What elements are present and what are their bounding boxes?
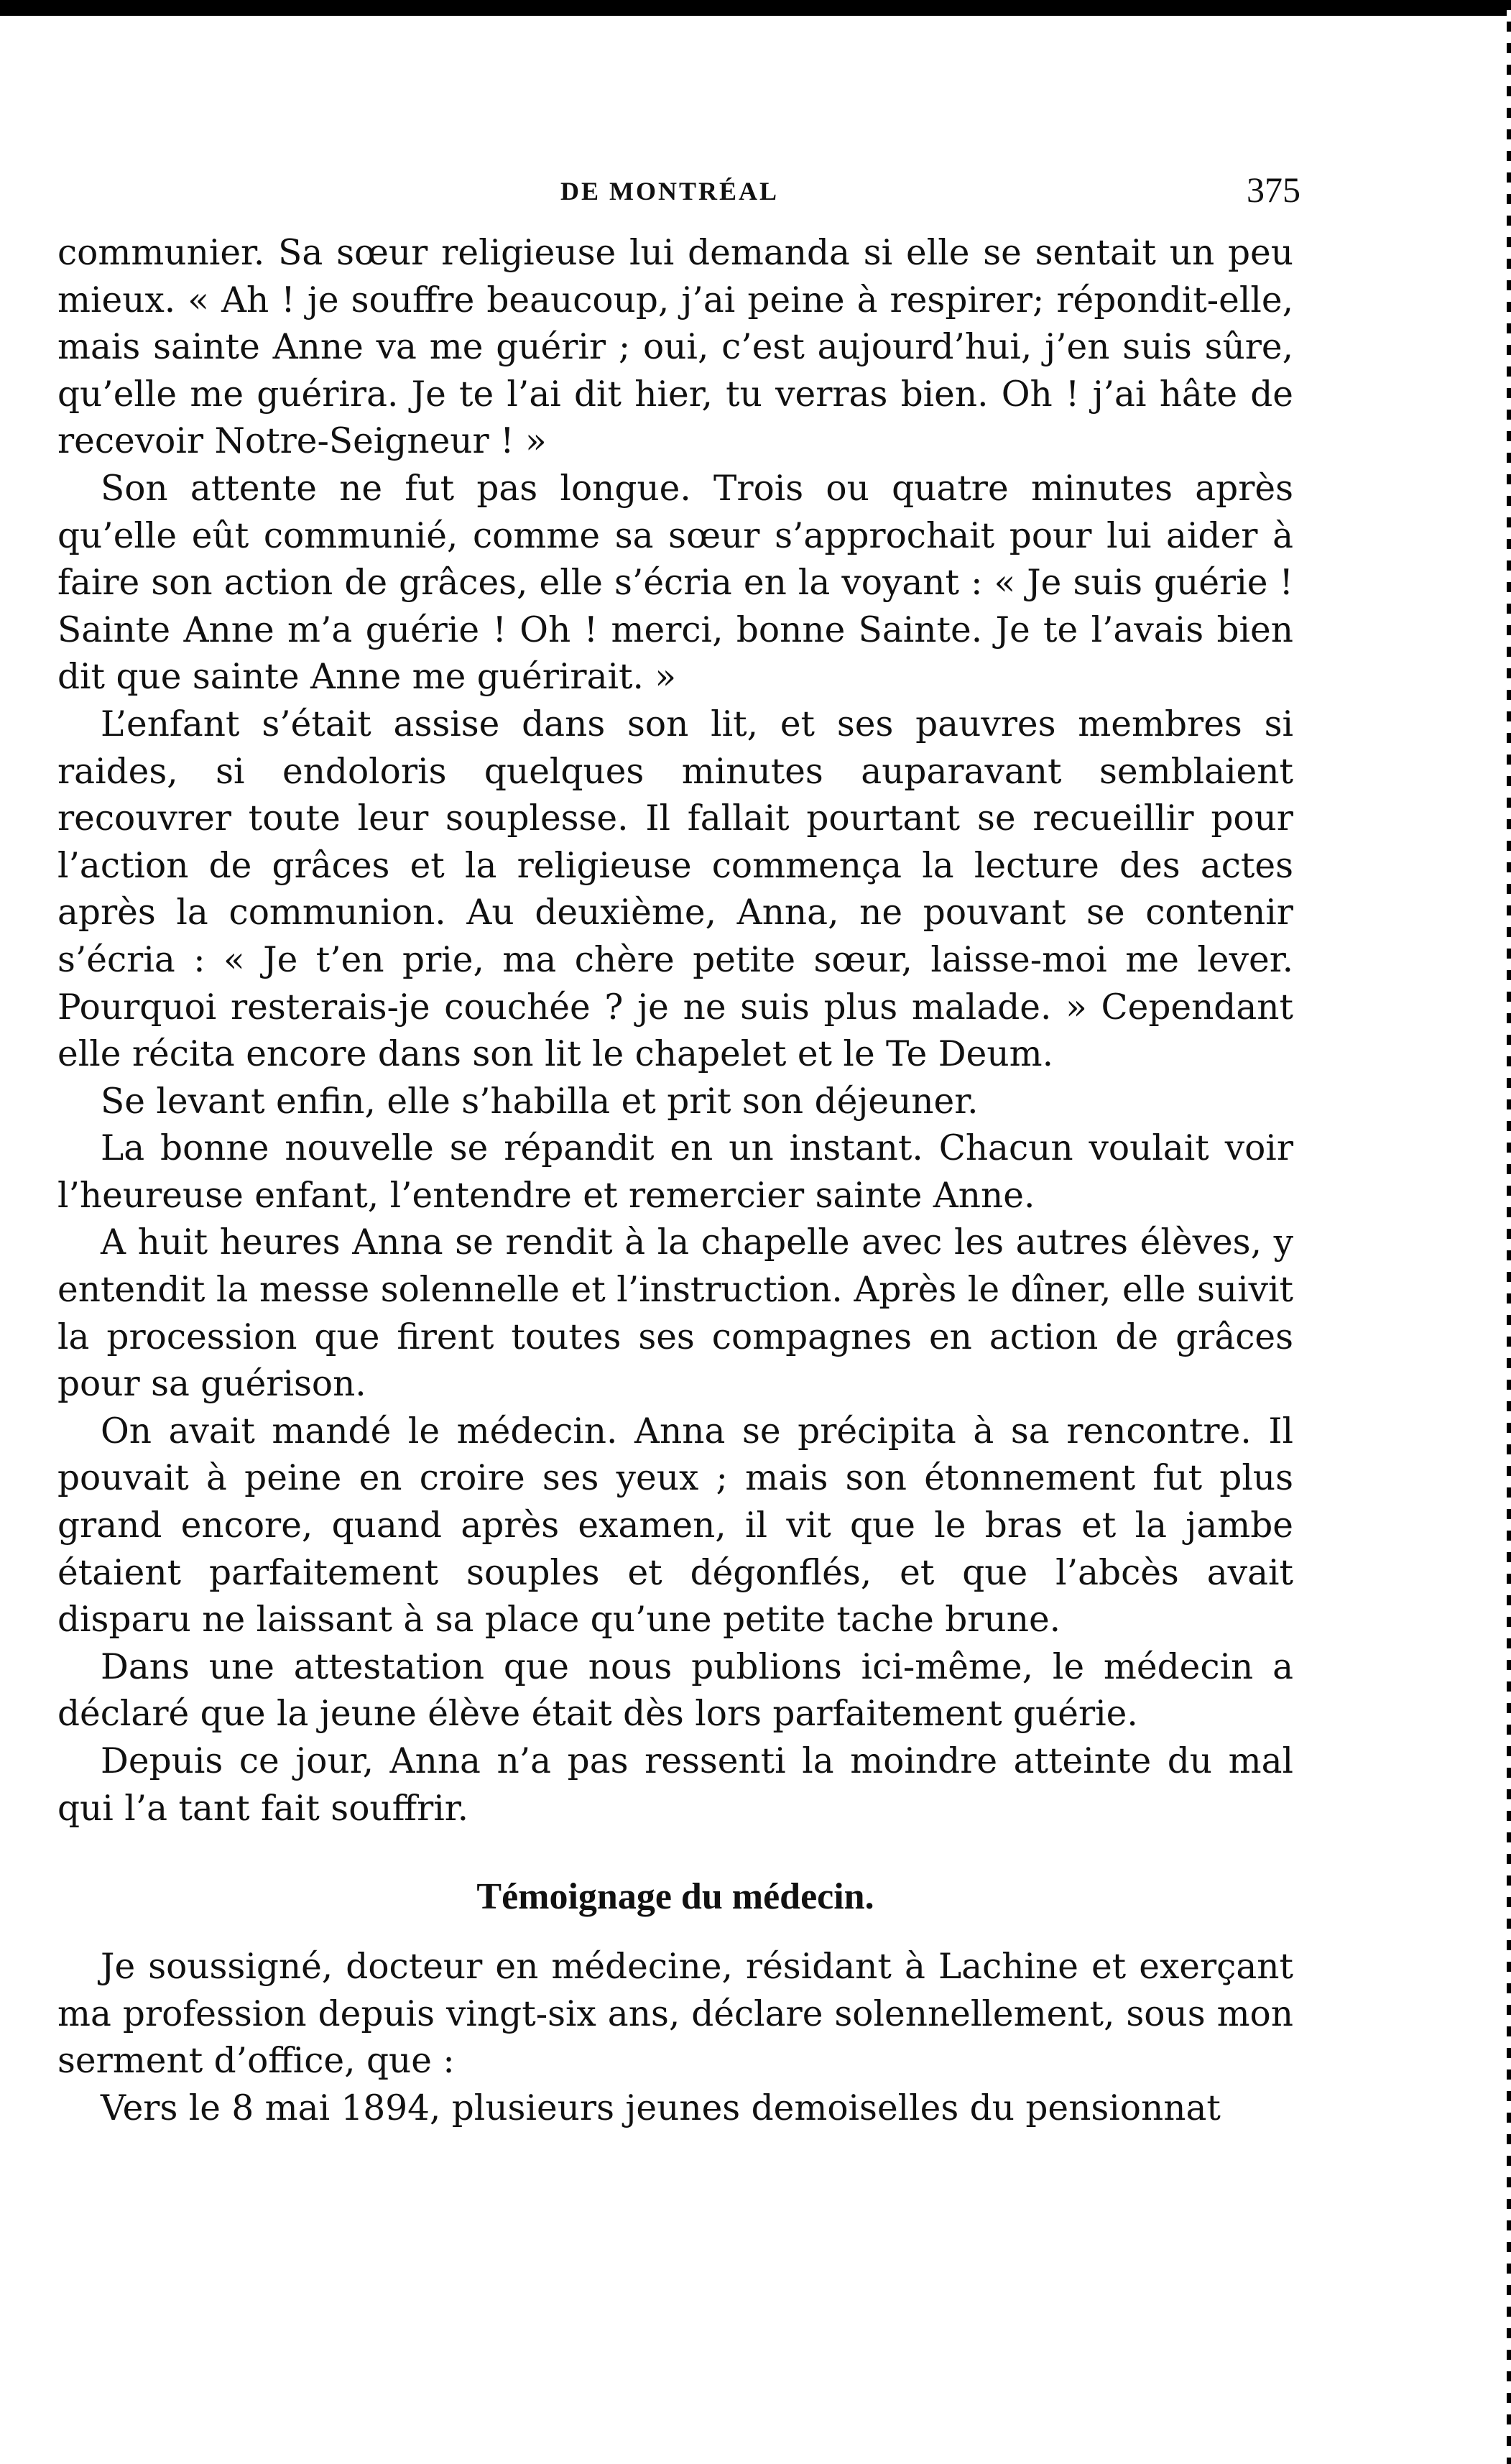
paragraph: La bonne nouvelle se répandit en un instant. Chacun voulait voir l’heureuse enfant, l’entendre et remercier sainte Anne. [57, 1128, 1293, 1216]
section-heading: Témoignage du médecin. [476, 1876, 874, 1918]
paragraph: Je soussigné, docteur en médecine, résidant à Lachine et exerçant ma profession depuis vingt-six ans, déclare solennellement, sous mon serment d’office, que : [57, 1947, 1293, 2082]
paragraph: Vers le 8 mai 1894, plusieurs jeunes demoiselles du pensionnat [101, 2087, 1221, 2128]
book-page [57, 137, 1300, 2133]
paragraph: Se levant enfin, elle s’habilla et prit son déjeuner. [101, 1081, 979, 1122]
page-number: 375 [1247, 170, 1300, 210]
page-right-edge [1507, 0, 1511, 2464]
paragraph: L’enfant s’était assise dans son lit, et ses pauvres membres si raides, si endoloris quelques minutes auparavant semblaient recouvrer toute leur souplesse. Il fallait pourtant se recueillir pour l’action de grâces et la religieuse commença la lecture des actes après la communion. Au deuxième, Anna, ne pouvant se contenir s’écria : « Je t’en prie, ma chère petite sœur, laisse-moi me lever. Pourquoi resterais-je couchée ? je ne suis plus malade. » Cependant elle récita encore dans son lit le chapelet et le Te Deum. [57, 703, 1293, 1075]
paragraph: Depuis ce jour, Anna n’a pas ressenti la moindre atteinte du mal qui l’a tant fait souffrir. [57, 1741, 1293, 1829]
paragraph: Son attente ne fut pas longue. Trois ou quatre minutes après qu’elle eût communié, comme sa sœur s’approchait pour lui aider à faire son action de grâces, elle s’écria en la voyant : « Je suis guérie ! Sainte Anne m’a guérie ! Oh ! merci, bonne Sainte. Je te l’avais bien dit que sainte Anne me guérirait. » [57, 468, 1293, 698]
paragraph: Dans une attestation que nous publions ici-même, le médecin a déclaré que la jeune élève était dès lors parfaitement guérie. [57, 1646, 1293, 1735]
paragraph: On avait mandé le médecin. Anna se précipita à sa rencontre. Il pouvait à peine en croire ses yeux ; mais son étonnement fut plus grand encore, quand après examen, il vit que le bras et la jambe étaient parfaitement souples et dégonflés, et que l’abcès avait disparu ne laissant à sa place qu’une petite tache brune. [57, 1411, 1293, 1641]
running-head [57, 137, 1300, 223]
paragraph: A huit heures Anna se rendit à la chapelle avec les autres élèves, y entendit la messe solennelle et l’instruction. Après le dîner, elle suivit la procession que firent toutes ses compagnes en action de grâces pour sa guérison. [57, 1222, 1293, 1405]
running-title: DE MONTRÉAL [560, 177, 780, 206]
body-text [57, 230, 1293, 2133]
paragraph: communier. Sa sœur religieuse lui demanda si elle se sentait un peu mieux. « Ah ! je souffre beaucoup, j’ai peine à respirer; répondit-elle, mais sainte Anne va me guérir ; oui, c’est aujourd’hui, j’en suis sûre, qu’elle me guérira. Je te l’ai dit hier, tu verras bien. Oh ! j’ai hâte de recevoir Notre-Seigneur ! » [57, 233, 1293, 462]
page-top-border [0, 0, 1511, 16]
